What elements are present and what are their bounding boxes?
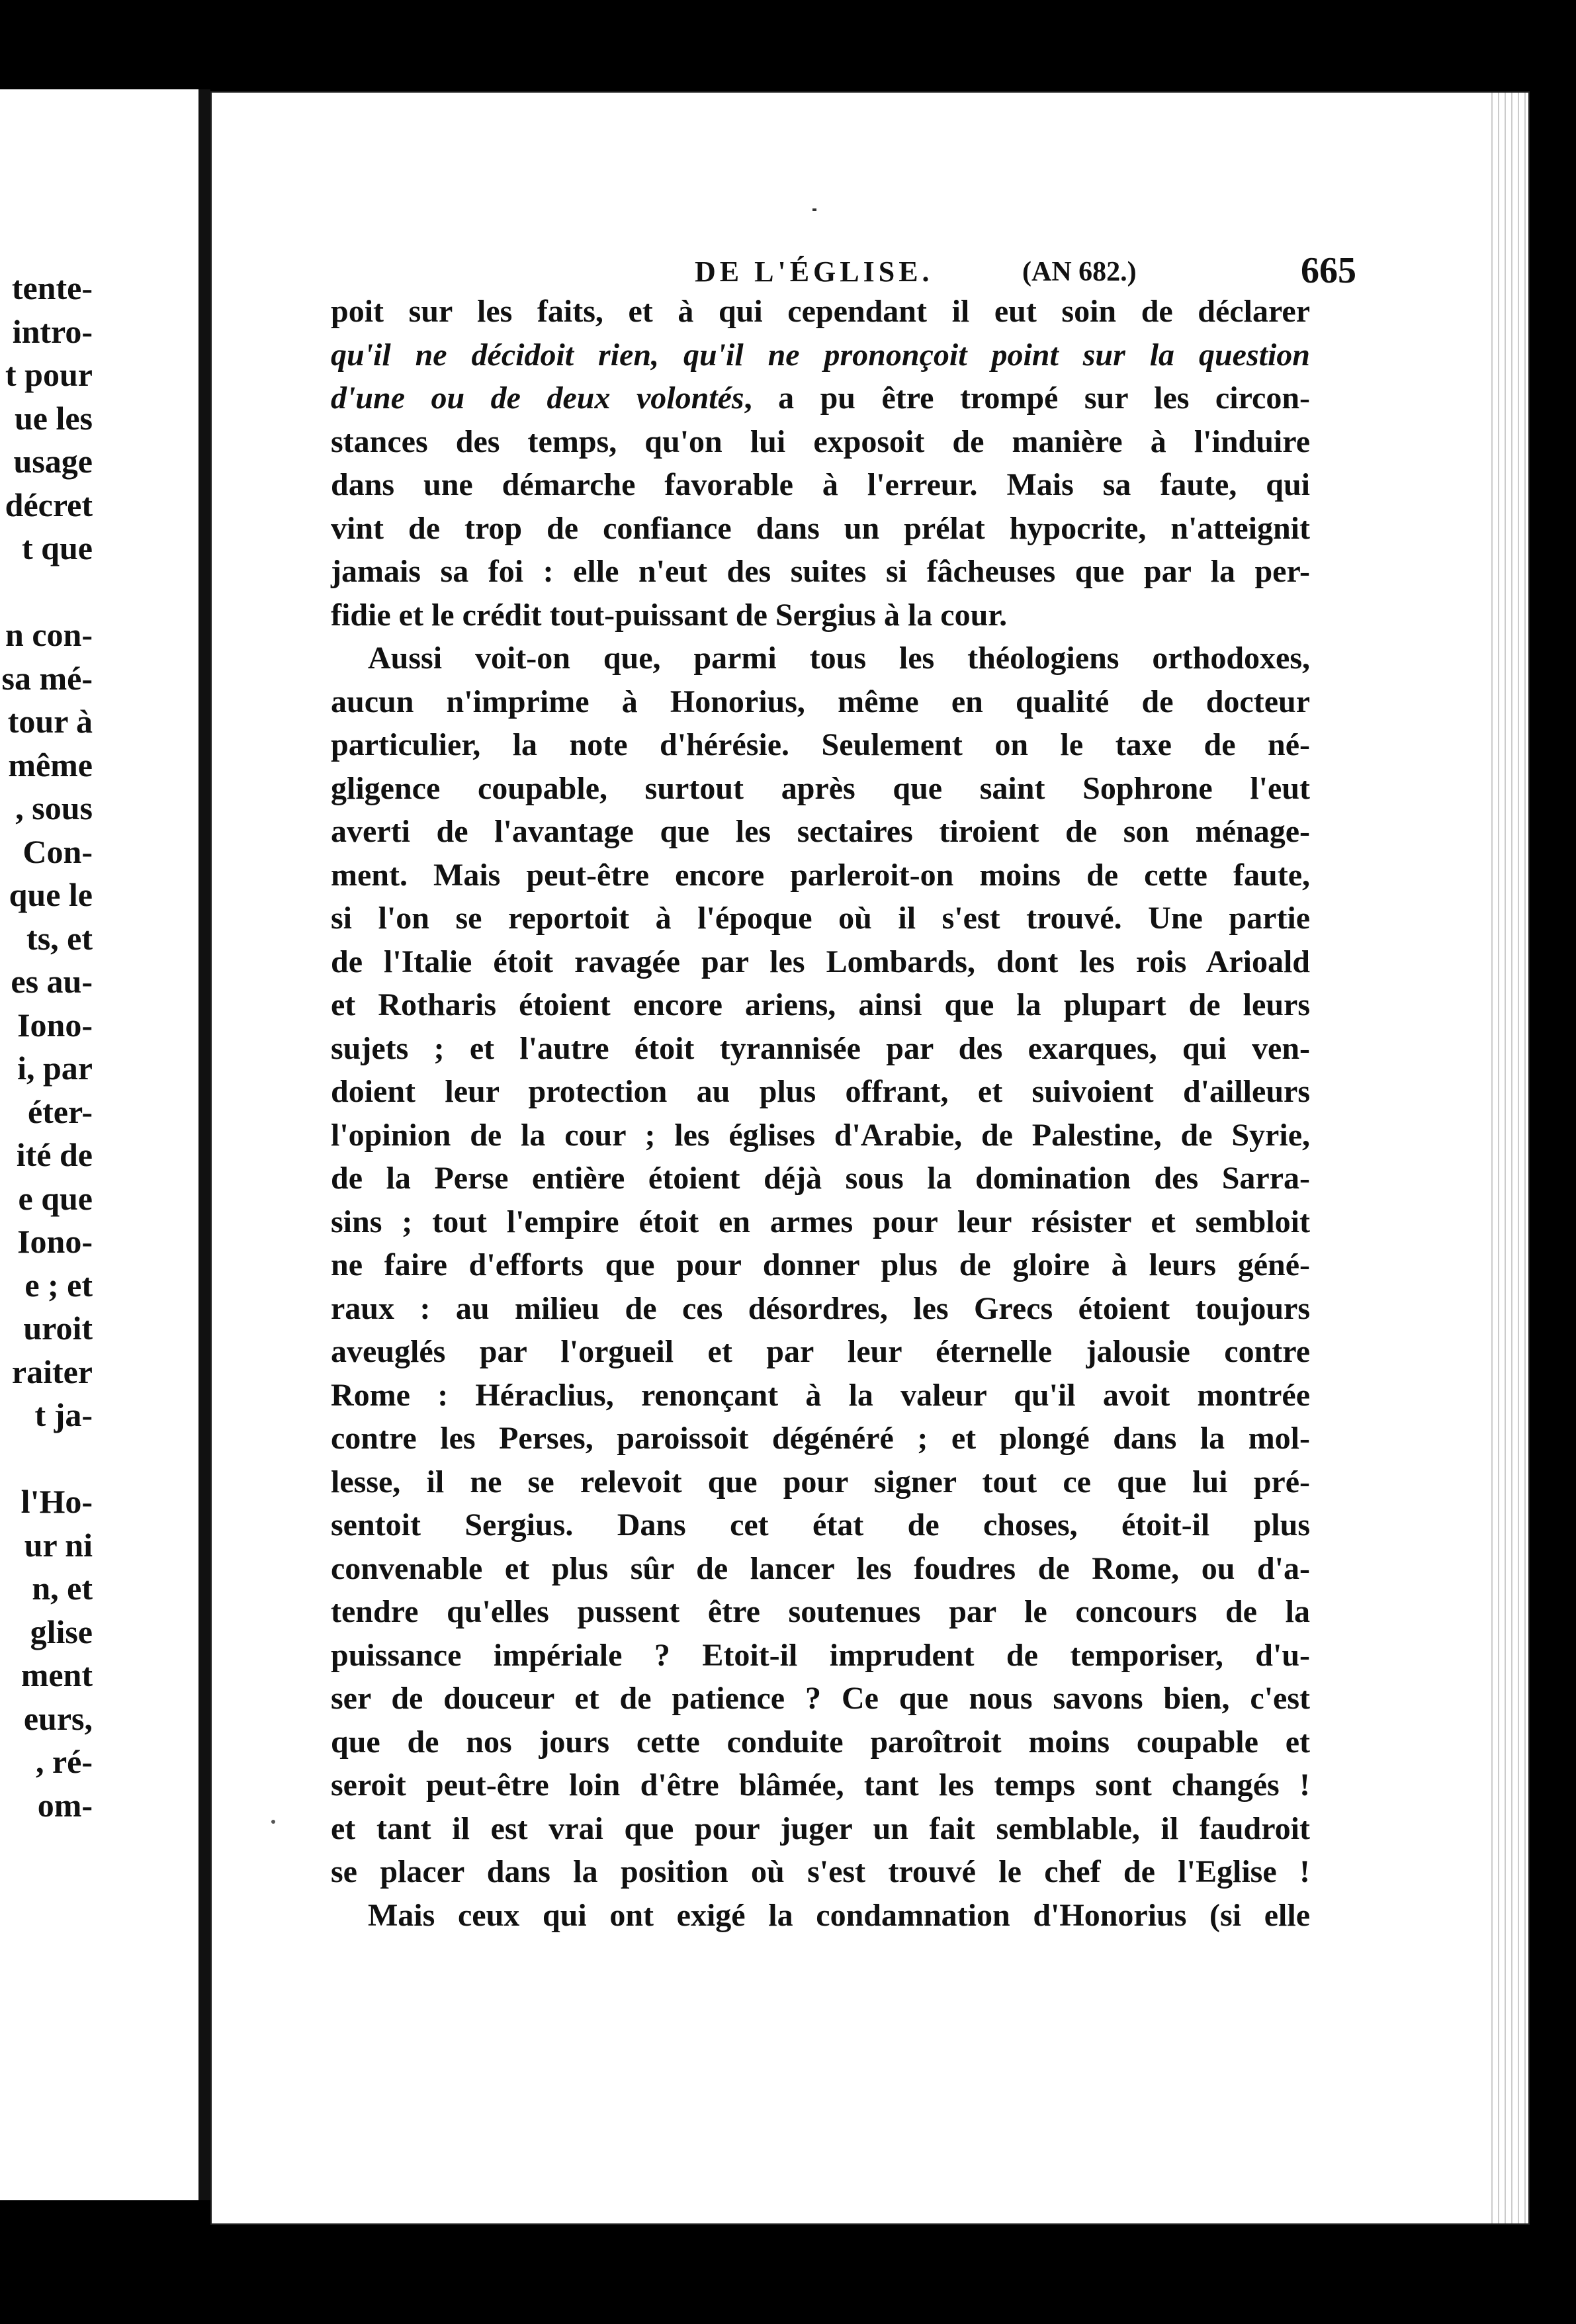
body-text xyxy=(331,290,1310,1937)
text-run: Mais ceux qui ont exigé la condamnation d'Honorius (si elle xyxy=(368,1897,1310,1933)
left-page-line xyxy=(0,657,198,701)
text-run: averti de l'avantage que les sectaires tiroient de son ménage- xyxy=(331,814,1310,849)
left-page-line xyxy=(0,484,198,527)
text-run: doient leur protection au plus offrant, et suivoient d'ailleurs xyxy=(331,1074,1310,1109)
running-head: DE L'ÉGLISE. xyxy=(695,255,934,288)
left-page-line xyxy=(0,1740,198,1784)
left-page-line xyxy=(0,1264,198,1308)
text-run: stances des temps, qu'on lui exposoit de manière à l'induire xyxy=(331,424,1310,459)
left-page-line xyxy=(0,613,198,657)
text-line xyxy=(331,1807,1310,1851)
left-page-line xyxy=(0,1437,198,1481)
text-line xyxy=(331,1590,1310,1634)
left-page-line-text: tour à xyxy=(7,703,93,740)
italic-text: d'une ou de deux volontés xyxy=(331,380,744,416)
left-page-line xyxy=(0,1784,198,1828)
text-line xyxy=(331,594,1310,637)
text-run: particulier, la note d'hérésie. Seulement on le taxe de né- xyxy=(331,727,1310,762)
text-run: se placer dans la position où s'est trouvé le chef de l'Eglise ! xyxy=(331,1854,1310,1889)
text-line xyxy=(331,983,1310,1027)
ink-mark xyxy=(812,208,816,211)
left-page-line-text: uroit xyxy=(23,1310,93,1347)
left-page-line xyxy=(0,1611,198,1654)
text-run: jamais sa foi : elle n'eut des suites si fâcheuses que par la per- xyxy=(331,554,1310,589)
text-line xyxy=(331,1114,1310,1157)
text-run: Rome : Héraclius, renonçant à la valeur qu'il avoit montrée xyxy=(331,1377,1310,1413)
text-line xyxy=(331,854,1310,897)
text-line xyxy=(331,680,1310,724)
text-run: et Rotharis étoient encore ariens, ainsi que la plupart de leurs xyxy=(331,987,1310,1022)
left-page-line-text: om- xyxy=(37,1786,93,1824)
text-line xyxy=(331,1374,1310,1417)
text-line xyxy=(331,507,1310,551)
left-page-line-text: intro- xyxy=(12,312,93,350)
left-page-line-text: ité de xyxy=(16,1136,93,1173)
text-run: puissance impériale ? Etoit-il imprudent de temporiser, d'u- xyxy=(331,1637,1310,1673)
left-page-line xyxy=(0,744,198,787)
left-page-line xyxy=(0,1004,198,1048)
text-line xyxy=(331,723,1310,767)
text-run: si l'on se reportoit à l'époque où il s'est trouvé. Une partie xyxy=(331,901,1310,936)
text-run: poit sur les faits, et à qui cependant il eut soin de déclarer xyxy=(331,294,1310,329)
text-run: seroit peut-être loin d'être blâmée, tant les temps sont changés ! xyxy=(331,1767,1310,1803)
text-line xyxy=(331,1634,1310,1677)
left-page-line-text: éter- xyxy=(27,1093,93,1130)
left-page-line xyxy=(0,397,198,441)
left-page-line-text: eurs, xyxy=(23,1699,93,1737)
left-page-line-text: Iono- xyxy=(17,1223,93,1260)
left-page-line-text: usage xyxy=(13,443,93,480)
book-page xyxy=(212,93,1528,2223)
text-run: aucun n'imprime à Honorius, même en qualité de docteur xyxy=(331,684,1310,719)
text-line xyxy=(331,637,1310,680)
left-page-line-text: e que xyxy=(18,1179,93,1217)
text-line xyxy=(331,1287,1310,1331)
left-page-line-text: n, et xyxy=(32,1570,93,1607)
left-page-line-text: t pour xyxy=(5,356,93,393)
text-run: aveuglés par l'orgueil et par leur éternelle jalousie contre xyxy=(331,1334,1310,1369)
left-page-line xyxy=(0,1220,198,1264)
left-page-line xyxy=(0,1177,198,1221)
text-run: raux : au milieu de ces désordres, les Grecs étoient toujours xyxy=(331,1290,1310,1326)
text-line xyxy=(331,1243,1310,1287)
text-run: que de nos jours cette conduite paroîtroit moins coupable et xyxy=(331,1724,1310,1760)
left-page-line xyxy=(0,570,198,614)
left-page-line-text: t ja- xyxy=(34,1396,93,1433)
left-page-line xyxy=(0,440,198,484)
left-page-line-text: sa mé- xyxy=(1,659,93,697)
text-run: et tant il est vrai que pour juger un fait semblable, il faudroit xyxy=(331,1810,1310,1846)
left-page-line-text: , sous xyxy=(15,789,93,827)
left-page-line-text: ment xyxy=(21,1656,93,1693)
left-page-line-text: Con- xyxy=(22,832,93,870)
left-page-line-text: décret xyxy=(5,486,93,523)
year-marker: (AN 682.) xyxy=(1022,257,1137,287)
left-page-line xyxy=(0,267,198,310)
left-page-line-text: , ré- xyxy=(35,1743,93,1780)
text-line xyxy=(331,1547,1310,1591)
left-page-line xyxy=(0,1480,198,1524)
text-run: lesse, il ne se relevoit que pour signer tout ce que lui pré- xyxy=(331,1464,1310,1499)
left-page-line-text: t que xyxy=(22,529,93,566)
left-page-line xyxy=(0,917,198,961)
text-line xyxy=(331,1330,1310,1374)
text-line xyxy=(331,334,1310,377)
left-page-line-text: ue les xyxy=(14,399,93,437)
text-line xyxy=(331,1764,1310,1807)
text-line xyxy=(331,1027,1310,1071)
text-line xyxy=(331,767,1310,811)
text-line xyxy=(331,1721,1310,1764)
left-page-line xyxy=(0,1307,198,1351)
left-page-line xyxy=(0,1567,198,1611)
text-line xyxy=(331,1677,1310,1721)
ink-speck xyxy=(271,1820,275,1824)
text-run: dans une démarche favorable à l'erreur. Mais sa faute, qui xyxy=(331,467,1310,502)
text-run: fidie et le crédit tout-puissant de Sergius à la cour. xyxy=(331,597,1008,633)
text-run: ment. Mais peut-être encore parleroit-on moins de cette faute, xyxy=(331,857,1310,893)
left-facing-page xyxy=(0,89,210,2200)
left-page-line-text: tente- xyxy=(11,269,93,306)
text-run: ne faire d'efforts que pour donner plus de gloire à leurs géné- xyxy=(331,1247,1310,1282)
text-run: vint de trop de confiance dans un prélat hypocrite, n'atteignit xyxy=(331,510,1310,546)
left-page-line xyxy=(0,830,198,874)
left-page-line-text: e ; et xyxy=(24,1266,93,1304)
text-run: , a pu être trompé sur les circon- xyxy=(744,380,1310,416)
text-line xyxy=(331,420,1310,464)
text-line xyxy=(331,897,1310,940)
text-line xyxy=(331,1417,1310,1460)
page-number: 665 xyxy=(1301,250,1356,291)
left-page-text xyxy=(0,267,198,1827)
page-edge xyxy=(1489,93,1528,2223)
left-page-line xyxy=(0,1351,198,1394)
text-line xyxy=(331,550,1310,594)
left-page-line-text: es au- xyxy=(11,963,93,1000)
left-page-line xyxy=(0,1394,198,1437)
text-run: contre les Perses, paroissoit dégénéré ; et plongé dans la mol- xyxy=(331,1421,1310,1456)
left-page-line-text: raiter xyxy=(11,1353,93,1390)
text-run: ser de douceur et de patience ? Ce que nous savons bien, c'est xyxy=(331,1681,1310,1716)
text-line xyxy=(331,1157,1310,1200)
text-line xyxy=(331,290,1310,334)
left-page-line-text: ts, et xyxy=(26,919,93,957)
left-page-line xyxy=(0,1654,198,1697)
text-line xyxy=(331,1070,1310,1114)
left-page-line-text: même xyxy=(8,746,93,783)
left-page-line xyxy=(0,873,198,917)
left-page-line xyxy=(0,527,198,570)
italic-text: qu'il ne décidoit rien, qu'il ne prononçoit point sur la question xyxy=(331,337,1310,373)
text-line xyxy=(331,810,1310,854)
left-page-line-text: glise xyxy=(30,1613,93,1650)
left-page-line xyxy=(0,787,198,830)
left-page-line-text: i, par xyxy=(17,1050,93,1087)
text-line xyxy=(331,1200,1310,1244)
text-run: sins ; tout l'empire étoit en armes pour leur résister et sembloit xyxy=(331,1204,1310,1239)
left-page-line xyxy=(0,1697,198,1741)
left-page-line xyxy=(0,310,198,354)
text-run: tendre qu'elles pussent être soutenues par le concours de la xyxy=(331,1594,1310,1629)
left-page-line xyxy=(0,353,198,397)
text-run: gligence coupable, surtout après que saint Sophrone l'eut xyxy=(331,770,1310,806)
text-line xyxy=(331,1460,1310,1504)
text-run: convenable et plus sûr de lancer les foudres de Rome, ou d'a- xyxy=(331,1550,1310,1586)
left-page-line xyxy=(0,1524,198,1568)
left-page-line xyxy=(0,700,198,744)
left-page-line-text: Iono- xyxy=(17,1006,93,1044)
left-page-line-text: n con- xyxy=(5,616,93,653)
left-page-line-text: l'Ho- xyxy=(21,1483,93,1520)
text-line xyxy=(331,377,1310,420)
left-page-line-text: que le xyxy=(9,876,93,913)
text-line xyxy=(331,1850,1310,1894)
text-run: l'opinion de la cour ; les églises d'Arabie, de Palestine, de Syrie, xyxy=(331,1117,1310,1153)
text-run: sujets ; et l'autre étoit tyrannisée par des exarques, qui ven- xyxy=(331,1030,1310,1066)
text-line xyxy=(331,1894,1310,1938)
text-run: de l'Italie étoit ravagée par les Lombards, dont les rois Arioald xyxy=(331,944,1310,979)
left-page-line-text: ur ni xyxy=(24,1526,93,1564)
left-page-line xyxy=(0,960,198,1004)
text-line xyxy=(331,1503,1310,1547)
left-page-line xyxy=(0,1134,198,1177)
left-page-line xyxy=(0,1091,198,1134)
text-run: de la Perse entière étoient déjà sous la domination des Sarra- xyxy=(331,1161,1310,1196)
text-line xyxy=(331,463,1310,507)
text-run: Aussi voit-on que, parmi tous les théologiens orthodoxes, xyxy=(368,641,1310,676)
text-line xyxy=(331,940,1310,984)
left-page-line xyxy=(0,1047,198,1091)
text-run: sentoit Sergius. Dans cet état de choses, étoit-il plus xyxy=(331,1507,1310,1542)
